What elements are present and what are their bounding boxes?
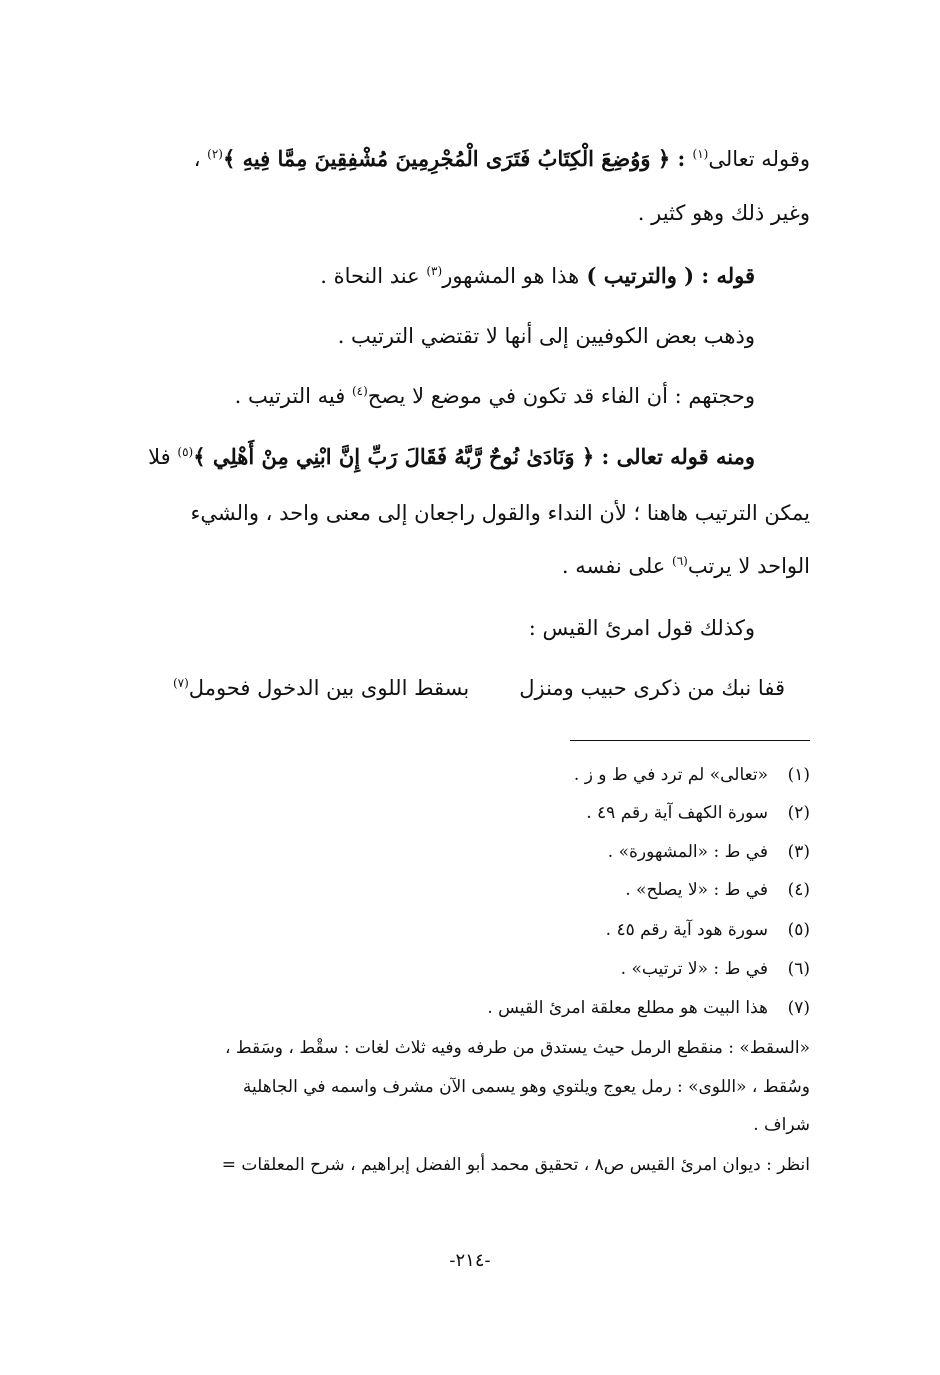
text: وقوله تعالى xyxy=(708,147,810,171)
text: فلا xyxy=(148,445,178,469)
footnote-2 xyxy=(100,803,810,823)
footnote-text: هذا البيت هو مطلع معلقة امرئ القيس . xyxy=(487,998,768,1018)
footnote-text: «تعالى» لم ترد في ط و ز . xyxy=(573,765,768,785)
footnote-6 xyxy=(100,959,810,979)
paragraph-4 xyxy=(100,383,755,410)
paragraph-5-line-1 xyxy=(100,443,755,471)
commentary-lemma: قوله : xyxy=(701,263,755,288)
quran-verse: ومنه قوله تعالى : ﴿ وَنَادَىٰ نُوحٌ رَّبَّهُ فَقَالَ رَبِّ إِنَّ ابْنِي مِنْ أَهْلِي ﴾ xyxy=(193,444,755,469)
verse-second-hemistich: بسقط اللوى بين الدخول فحومل xyxy=(188,676,470,700)
paragraph-2 xyxy=(100,262,755,290)
paragraph-5-line-2: يمكن الترتيب هاهنا ؛ لأن النداء والقول راجعان إلى معنى واحد ، والشيء xyxy=(190,501,810,525)
page-number: -٢١٤- xyxy=(449,1250,491,1271)
footnote-7-continuation-3: شراف . xyxy=(753,1115,810,1135)
paragraph-1-line-1 xyxy=(100,145,810,173)
footnote-3 xyxy=(100,842,810,862)
footnote-1 xyxy=(100,765,810,785)
footnote-ref: (٦) xyxy=(672,554,688,568)
footnote-text: في ط : «لا يصلح» . xyxy=(625,880,768,900)
text: على نفسه . xyxy=(561,554,673,578)
text: هذا هو المشهور xyxy=(442,264,580,288)
footnote-7-continuation-2: وسُقط ، «اللوى» : رمل يعوج ويلتوي وهو يسمى الآن مشرف واسمه في الجاهلية xyxy=(242,1077,810,1097)
footnote-ref: (٤) xyxy=(351,384,368,398)
footnote-separator xyxy=(570,740,810,741)
text: ، xyxy=(193,147,208,171)
poetry-verse xyxy=(100,675,785,702)
paragraph-5-line-3 xyxy=(100,553,810,580)
paragraph-6: وكذلك قول امرئ القيس : xyxy=(528,616,755,640)
text: وحجتهم : أن الفاء قد تكون في موضع لا يصح xyxy=(367,384,755,408)
footnote-7-continuation-4: انظر : ديوان امرئ القيس ص٨ ، تحقيق محمد أبو الفضل إبراهيم ، شرح المعلقات = xyxy=(221,1155,810,1175)
text: فيه الترتيب . xyxy=(234,384,352,408)
footnote-ref: (٢) xyxy=(207,147,223,161)
footnote-4 xyxy=(100,880,810,900)
footnote-text: سورة الكهف آية رقم ٤٩ . xyxy=(586,803,768,823)
paragraph-3: وذهب بعض الكوفيين إلى أنها لا تقتضي الترتيب . xyxy=(337,324,755,348)
footnote-text: في ط : «لا ترتيب» . xyxy=(620,959,768,979)
quoted-term: ( والترتيب ) xyxy=(579,263,702,288)
footnote-5 xyxy=(100,920,810,940)
footnote-number: (٢) xyxy=(787,803,810,823)
footnote-number: (٣) xyxy=(787,842,810,862)
footnote-ref: (٧) xyxy=(172,676,189,690)
footnote-number: (١) xyxy=(787,765,810,785)
footnote-text: في ط : «المشهورة» . xyxy=(607,842,768,862)
footnote-number: (٧) xyxy=(787,998,810,1018)
text: الواحد لا يرتب xyxy=(687,554,810,578)
footnote-7-continuation-1: «السقط» : منقطع الرمل حيث يستدق من طرفه وفيه ثلاث لغات : سقْط ، وسَقط ، xyxy=(224,1038,810,1058)
paragraph-1-line-2: وغير ذلك وهو كثير . xyxy=(637,201,810,225)
footnote-7 xyxy=(100,998,810,1018)
footnote-ref: (١) xyxy=(692,147,709,161)
verse-first-hemistich: قفا نبك من ذكرى حبيب ومنزل xyxy=(519,676,785,700)
footnote-text: سورة هود آية رقم ٤٥ . xyxy=(605,920,768,940)
quran-verse: : ﴿ وَوُضِعَ الْكِتَابُ فَتَرَى الْمُجْرِمِينَ مُشْفِقِينَ مِمَّا فِيهِ ﴾ xyxy=(222,146,693,171)
text: عند النحاة . xyxy=(320,264,427,288)
footnote-ref: (٥) xyxy=(177,445,194,459)
footnote-ref: (٣) xyxy=(426,264,443,278)
footnote-number: (٤) xyxy=(787,880,810,900)
footnote-number: (٦) xyxy=(787,959,810,979)
footnote-number: (٥) xyxy=(787,920,810,940)
